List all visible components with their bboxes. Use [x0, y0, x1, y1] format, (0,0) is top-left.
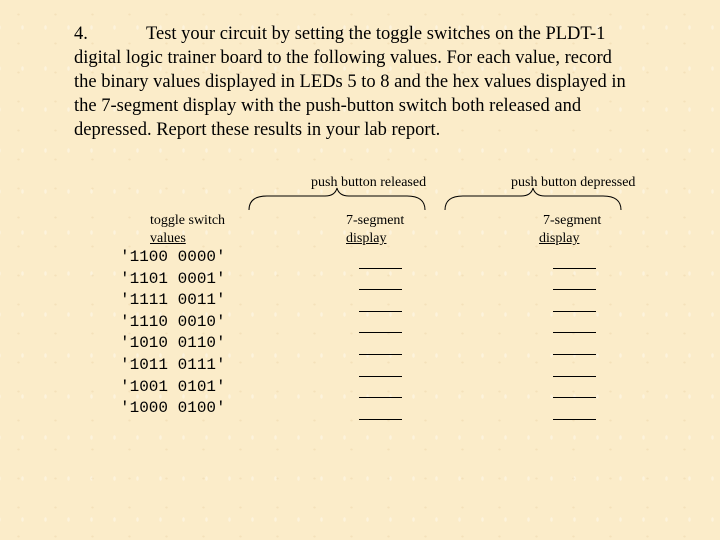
brace-depressed: [443, 186, 623, 212]
instruction-line-1: 4. Test your circuit by setting the toggle switches on the PLDT-1: [74, 24, 606, 44]
answer-blank[interactable]: [553, 377, 596, 399]
answer-blank[interactable]: [553, 290, 596, 312]
answer-blank[interactable]: [359, 269, 402, 291]
answer-blank[interactable]: [553, 333, 596, 355]
toggle-value: '1011 0111': [120, 355, 226, 374]
toggle-value: '1100 0000': [120, 248, 226, 266]
answer-blank[interactable]: [359, 398, 402, 420]
seg-header-line2: display: [539, 231, 580, 246]
answer-blank[interactable]: [553, 247, 596, 269]
step-number: 4.: [74, 24, 88, 44]
seven-segment-header-depressed: [539, 212, 601, 248]
answer-blanks-released: [359, 247, 402, 420]
toggle-value: '1010 0110': [120, 334, 226, 353]
toggle-value: '1101 0001': [120, 269, 226, 288]
toggle-value: '1000 0100': [120, 399, 226, 418]
seg-header-line1: 7-segment: [346, 213, 405, 228]
toggle-value: '1001 0101': [120, 377, 226, 396]
answer-blank[interactable]: [359, 312, 402, 334]
header-push-button-released: push button released: [311, 175, 427, 190]
seg-header-line2: display: [346, 231, 387, 246]
seven-segment-header-released: [346, 212, 404, 248]
instruction-line-4: the 7-segment display with the push-button switch both released and: [74, 96, 582, 116]
toggle-value: '1110 0010': [120, 312, 226, 331]
answer-blank[interactable]: [359, 333, 402, 355]
answer-blank[interactable]: [359, 247, 402, 269]
answer-blank[interactable]: [553, 269, 596, 291]
seg-header-line1: 7-segment: [543, 213, 602, 228]
answer-blank[interactable]: [359, 290, 402, 312]
answer-blanks-depressed: [553, 247, 596, 420]
answer-blank[interactable]: [553, 355, 596, 377]
instruction-line-3: the binary values displayed in LEDs 5 to 8 and the hex values displayed in: [74, 72, 626, 92]
toggle-header-line1: toggle switch: [150, 213, 226, 228]
toggle-header-line2: values: [150, 231, 186, 246]
toggle-values-list: [120, 247, 226, 420]
instruction-line-2: digital logic trainer board to the following values. For each value, record: [74, 48, 612, 68]
answer-blank[interactable]: [553, 398, 596, 420]
toggle-switch-header: [150, 212, 225, 248]
answer-blank[interactable]: [359, 355, 402, 377]
answer-blank[interactable]: [359, 377, 402, 399]
answer-blank[interactable]: [553, 312, 596, 334]
header-push-button-depressed: push button depressed: [511, 175, 636, 190]
toggle-value: '1111 0011': [120, 291, 226, 310]
instruction-paragraph: [74, 22, 684, 142]
brace-released: [247, 186, 427, 212]
instruction-line-5: depressed. Report these results in your lab report.: [74, 120, 441, 140]
